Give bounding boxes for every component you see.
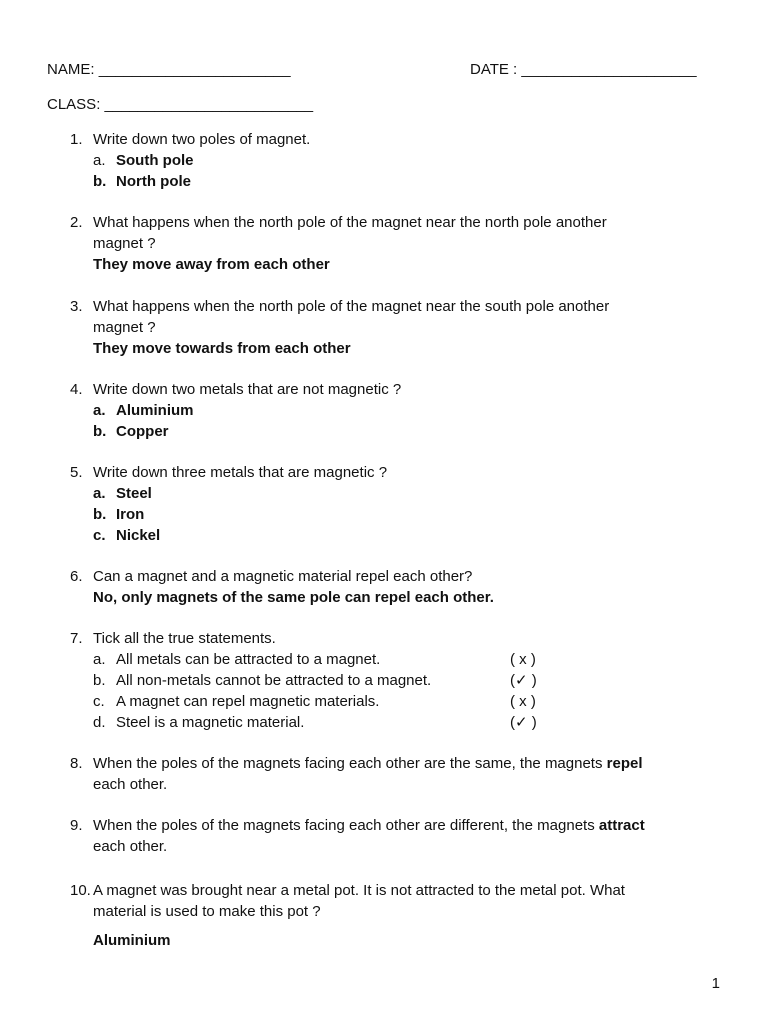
- question-number: 2.: [70, 214, 83, 231]
- option-text: Iron: [116, 506, 145, 523]
- option-text: Nickel: [116, 527, 161, 544]
- option-text: Copper: [116, 423, 169, 440]
- name-blank: _______________________: [98, 61, 291, 78]
- class-label: CLASS:: [47, 96, 101, 113]
- question-text: When the poles of the magnets facing each other are different, the magnets attract: [93, 817, 645, 834]
- date-field: [470, 60, 697, 80]
- answer-word: repel: [606, 755, 643, 772]
- name-field: [47, 60, 291, 80]
- statement-label: d.: [93, 714, 106, 731]
- option-text: Aluminium: [116, 402, 194, 419]
- question-text: Write down three metals that are magnetic ?: [93, 464, 388, 481]
- statement-mark: ( x ): [510, 651, 536, 668]
- statement-text: All non-metals cannot be attracted to a magnet.: [116, 672, 432, 689]
- option-text: Steel: [116, 485, 152, 502]
- question-number: 7.: [70, 630, 83, 647]
- option-label: b.: [93, 506, 107, 523]
- statement-label: b.: [93, 672, 106, 689]
- statement-label: c.: [93, 693, 105, 710]
- statement-mark: (✓ ): [510, 714, 537, 731]
- statement-text: All metals can be attracted to a magnet.: [116, 651, 381, 668]
- question-number: 4.: [70, 381, 83, 398]
- option-label: a.: [93, 402, 106, 419]
- statement-mark: (✓ ): [510, 672, 537, 689]
- question-text: Write down two metals that are not magnetic ?: [93, 381, 402, 398]
- date-blank: _____________________: [521, 61, 697, 78]
- question-number: 3.: [70, 298, 83, 315]
- option-label: a.: [93, 485, 106, 502]
- option-text: South pole: [116, 152, 194, 169]
- question-text: Can a magnet and a magnetic material repel each other?: [93, 568, 473, 585]
- statement-text: Steel is a magnetic material.: [116, 714, 305, 731]
- class-field: [47, 95, 313, 115]
- name-label: NAME:: [47, 61, 95, 78]
- option-label: a.: [93, 152, 106, 169]
- option-label: b.: [93, 173, 107, 190]
- question-text: Tick all the true statements.: [93, 630, 276, 647]
- question-text: A magnet was brought near a metal pot. It is not attracted to the metal pot. What: [93, 882, 625, 899]
- statement-text: A magnet can repel magnetic materials.: [116, 693, 380, 710]
- class-blank: _________________________: [104, 96, 314, 113]
- statement-mark: ( x ): [510, 693, 536, 710]
- answer-word: attract: [598, 817, 645, 834]
- question-number: 6.: [70, 568, 83, 585]
- date-label: DATE :: [470, 61, 518, 78]
- statement-label: a.: [93, 651, 106, 668]
- question-text: What happens when the north pole of the magnet near the north pole another: [93, 214, 607, 231]
- question-number: 10.: [70, 882, 91, 899]
- question-number: 8.: [70, 755, 83, 772]
- question-number: 9.: [70, 817, 83, 834]
- question-number: 1.: [70, 131, 83, 148]
- option-label: c.: [93, 527, 106, 544]
- question-text: When the poles of the magnets facing each other are the same, the magnets repel: [93, 755, 643, 772]
- question-text: What happens when the north pole of the magnet near the south pole another: [93, 298, 610, 315]
- option-label: b.: [93, 423, 107, 440]
- question-text: Write down two poles of magnet.: [93, 131, 311, 148]
- question-number: 5.: [70, 464, 83, 481]
- page-number: 1: [711, 975, 720, 992]
- option-text: North pole: [116, 173, 191, 190]
